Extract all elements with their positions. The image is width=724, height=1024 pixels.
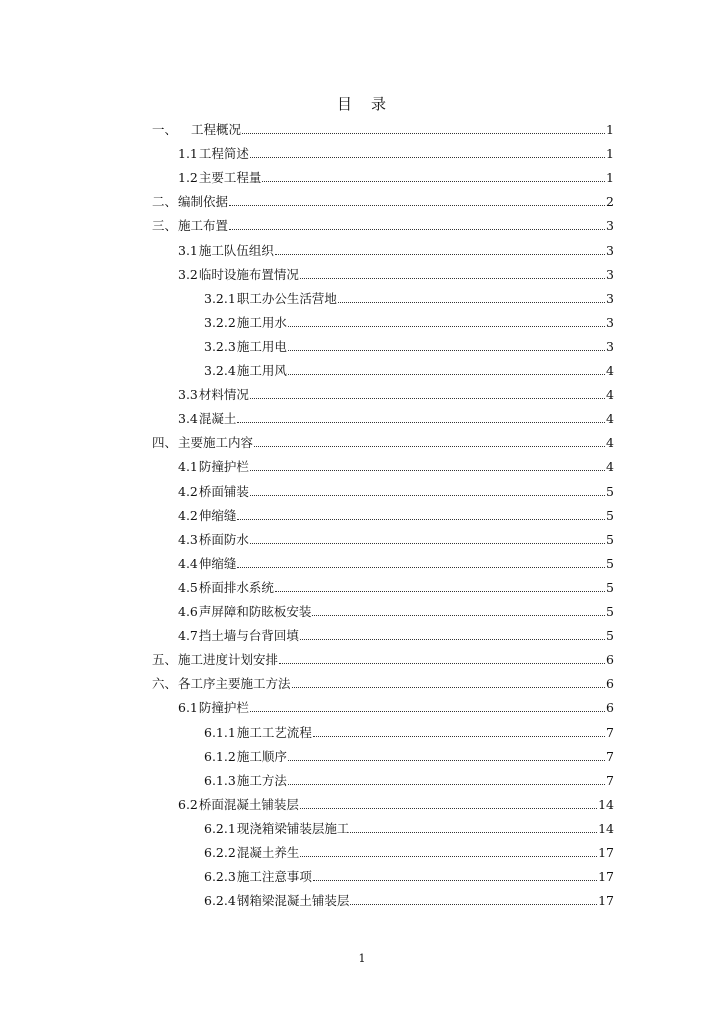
toc-entry-number: 6.1.1 <box>204 724 236 740</box>
toc-entry-label <box>178 701 249 715</box>
toc-entry-number: 6.2.1 <box>204 820 236 836</box>
toc-entry-page: 14 <box>598 820 614 836</box>
toc-entry-text: 职工办公生活营地 <box>236 290 337 306</box>
toc-leader-dots <box>275 254 605 255</box>
toc-leader-dots <box>288 326 605 327</box>
toc-leader-dots <box>250 398 605 399</box>
toc-entry[interactable] <box>178 141 614 161</box>
toc-entry[interactable] <box>204 358 614 378</box>
toc-leader-dots <box>313 736 605 737</box>
toc-leader-dots <box>237 519 605 520</box>
toc-entry-number: 6.2 <box>178 796 198 812</box>
toc-leader-dots <box>250 470 605 471</box>
toc-entry[interactable] <box>152 117 614 137</box>
toc-entry-number: 五、 <box>152 652 178 668</box>
toc-entry-page: 4 <box>606 363 614 378</box>
toc-entry-label <box>178 244 274 258</box>
toc-leader-dots <box>350 832 597 833</box>
toc-entry-text: 施工用水 <box>236 314 287 330</box>
toc-entry-number: 4.6 <box>178 604 198 619</box>
toc-entry-page: 6 <box>606 676 614 692</box>
toc-entry-page: 2 <box>606 194 614 210</box>
toc-entry-label <box>152 195 228 209</box>
toc-entry-number: 4.5 <box>178 579 198 595</box>
toc-leader-dots <box>250 157 605 158</box>
toc-entry-label <box>152 123 241 137</box>
toc-leader-dots <box>254 446 605 447</box>
toc-entry-page: 1 <box>606 170 614 186</box>
toc-entry[interactable] <box>204 286 614 306</box>
toc-entry-page: 14 <box>598 796 614 812</box>
title-right: 录 <box>371 95 388 113</box>
toc-leader-dots <box>250 711 605 712</box>
toc-entry-text: 声屏障和防眩板安装 <box>198 604 312 619</box>
toc-leader-dots <box>312 615 605 616</box>
toc-leader-dots <box>237 567 605 568</box>
toc-entry[interactable] <box>178 262 614 282</box>
toc-entry-text: 施工布置 <box>178 218 229 234</box>
toc-entry-text: 防撞护栏 <box>198 700 249 716</box>
toc-entry-number: 3.2.2 <box>204 314 236 330</box>
toc-entry[interactable] <box>152 189 614 209</box>
toc-leader-dots <box>313 880 597 881</box>
toc-entry-number: 3.2.4 <box>204 363 236 378</box>
toc-entry[interactable] <box>204 816 614 836</box>
toc-entry-number: 3.2 <box>178 266 198 282</box>
toc-entry-page: 7 <box>606 748 614 764</box>
toc-entry[interactable] <box>204 864 614 884</box>
toc-entry-number: 6.2.3 <box>204 869 236 885</box>
toc-entry-text: 现浇箱梁铺装层施工 <box>236 820 350 836</box>
toc-entry[interactable] <box>204 310 614 330</box>
toc-entry-page: 17 <box>598 893 614 909</box>
toc-entry-page: 7 <box>606 772 614 788</box>
toc-entry-label <box>178 147 249 161</box>
toc-entry-page: 5 <box>606 555 614 571</box>
toc-entry[interactable] <box>178 599 614 619</box>
toc-entry[interactable] <box>178 527 614 547</box>
toc-entry-text: 桥面铺装 <box>198 483 249 499</box>
toc-entry-page: 6 <box>606 652 614 668</box>
toc-entry-label <box>204 822 349 836</box>
toc-leader-dots <box>288 760 605 761</box>
toc-entry[interactable] <box>204 720 614 740</box>
toc-entry-page: 7 <box>606 724 614 740</box>
toc-entry-label <box>178 557 236 571</box>
toc-entry-number: 3.3 <box>178 387 198 403</box>
toc-entry-number: 4.1 <box>178 459 198 475</box>
toc-entry-label <box>152 436 253 450</box>
toc-entry-number: 四、 <box>152 435 178 451</box>
toc-entry-page: 5 <box>606 483 614 499</box>
toc-entry-label <box>204 774 287 788</box>
toc-entry-label <box>204 894 349 908</box>
toc-entry[interactable] <box>178 238 614 258</box>
toc-entry-label <box>178 268 299 282</box>
toc-leader-dots <box>250 495 605 496</box>
toc-entry-number: 3.2.1 <box>204 290 236 306</box>
toc-leader-dots <box>229 229 605 230</box>
toc-entry[interactable] <box>178 623 614 643</box>
page-number: 1 <box>358 952 366 965</box>
toc-entry-page: 6 <box>606 700 614 716</box>
toc-entry-number: 4.3 <box>178 531 198 547</box>
toc-entry[interactable] <box>178 382 614 402</box>
toc-entry-page: 17 <box>598 845 614 860</box>
toc-entry-text: 施工用风 <box>236 363 287 378</box>
toc-entry-text: 施工注意事项 <box>236 869 312 885</box>
toc-entry[interactable] <box>178 479 614 499</box>
toc-entry-text: 主要工程量 <box>198 170 262 186</box>
toc-entry-label <box>178 171 261 185</box>
toc-entry-text: 主要施工内容 <box>178 435 254 451</box>
toc-entry-number: 4.4 <box>178 555 198 571</box>
toc-entry-text: 防撞护栏 <box>198 459 249 475</box>
toc-entry-number: 4.2 <box>178 483 198 499</box>
toc-leader-dots <box>229 205 605 206</box>
toc-entry-text: 施工工艺流程 <box>236 724 312 740</box>
toc-entry-page: 4 <box>606 387 614 403</box>
toc-entry-page: 5 <box>606 604 614 619</box>
toc-entry[interactable] <box>178 695 614 715</box>
toc-leader-dots <box>300 808 597 809</box>
toc-entry-label <box>178 798 299 812</box>
toc-entry[interactable] <box>204 768 614 788</box>
toc-entry-number: 三、 <box>152 218 178 234</box>
toc-entry-text: 工程概况 <box>191 122 242 137</box>
toc-entry-label <box>178 485 249 499</box>
toc-leader-dots <box>292 687 606 688</box>
toc-entry-page: 5 <box>606 628 614 644</box>
toc-entry-label <box>204 750 287 764</box>
toc-entry-label <box>152 677 291 691</box>
toc-entry[interactable] <box>178 454 614 474</box>
toc-leader-dots <box>250 543 605 544</box>
toc-leader-dots <box>288 784 605 785</box>
toc-entry-label <box>178 581 274 595</box>
toc-entry-number: 一、 <box>152 122 178 137</box>
toc-entry-text: 施工队伍组织 <box>198 242 274 258</box>
toc-entry-number: 3.1 <box>178 242 198 258</box>
toc-entry-label <box>204 316 287 330</box>
toc-entry-page: 3 <box>606 338 614 354</box>
toc-leader-dots <box>338 302 605 303</box>
toc-entry-text: 混凝土养生 <box>236 845 300 860</box>
toc-entry-number: 4.2 <box>178 507 198 523</box>
toc-leader-dots <box>288 350 605 351</box>
toc-leader-dots <box>300 639 605 640</box>
toc-entry-label <box>178 533 249 547</box>
toc-entry-number: 3.4 <box>178 411 198 427</box>
toc-entry-label <box>204 846 299 860</box>
toc-leader-dots <box>237 422 605 423</box>
toc-entry[interactable] <box>152 213 614 233</box>
toc-entry-label <box>152 219 228 233</box>
toc-entry-text: 桥面排水系统 <box>198 579 274 595</box>
toc-entry[interactable] <box>152 430 614 450</box>
toc-entry-label <box>178 509 236 523</box>
toc-leader-dots <box>275 591 605 592</box>
toc-entry-page: 3 <box>606 314 614 330</box>
toc-entry-page: 5 <box>606 531 614 547</box>
toc-entry-label <box>204 870 312 884</box>
toc-entry[interactable] <box>178 551 614 571</box>
toc-entry-text: 临时设施布置情况 <box>198 266 299 282</box>
toc-entry[interactable] <box>178 792 614 812</box>
title-left: 目 <box>336 95 353 113</box>
toc-entry-text: 混凝土 <box>198 411 237 427</box>
toc-entry-page: 4 <box>606 459 614 475</box>
toc-entry-label <box>178 412 236 426</box>
toc-entry-number: 6.2.2 <box>204 845 236 860</box>
page-title <box>0 93 724 114</box>
toc-entry-text: 施工顺序 <box>236 748 287 764</box>
toc-leader-dots <box>262 181 605 182</box>
toc-entry[interactable] <box>178 406 614 426</box>
toc-leader-dots <box>288 374 605 375</box>
toc-entry-number: 6.2.4 <box>204 893 236 909</box>
toc-entry-number: 6.1.3 <box>204 772 236 788</box>
toc-entry-page: 3 <box>606 242 614 258</box>
toc-entry-label <box>204 726 312 740</box>
toc-entry-page: 3 <box>606 290 614 306</box>
toc-entry-number: 1.2 <box>178 170 198 186</box>
toc-entry-text: 伸缩缝 <box>198 507 237 523</box>
toc-entry-text: 钢箱梁混凝土铺装层 <box>236 893 350 909</box>
toc-entry-text: 桥面防水 <box>198 531 249 547</box>
toc-leader-dots <box>300 856 597 857</box>
toc-entry-text: 各工序主要施工方法 <box>178 676 291 692</box>
toc-entry-label <box>178 605 311 619</box>
toc-entry-page: 4 <box>606 411 614 427</box>
toc-entry-number: 六、 <box>152 676 178 692</box>
toc-entry-label <box>204 340 287 354</box>
toc-entry-page: 1 <box>606 146 614 162</box>
toc-entry-number: 4.7 <box>178 628 198 644</box>
toc-entry-text: 施工方法 <box>236 772 287 788</box>
toc-leader-dots <box>350 904 597 905</box>
toc-entry[interactable] <box>204 744 614 764</box>
toc-entry[interactable] <box>178 503 614 523</box>
toc-entry-text: 施工进度计划安排 <box>178 652 279 668</box>
toc-entry-text: 伸缩缝 <box>198 555 237 571</box>
toc-entry-number: 6.1 <box>178 700 198 716</box>
toc-entry-page: 3 <box>606 218 614 234</box>
toc-entry-label <box>204 364 287 378</box>
toc-entry[interactable] <box>178 575 614 595</box>
toc-entry[interactable] <box>178 165 614 185</box>
toc-entry-label <box>178 388 249 402</box>
toc-entry-text: 桥面混凝土铺装层 <box>198 796 299 812</box>
toc-entry-label <box>204 292 337 306</box>
toc-entry-number: 3.2.3 <box>204 338 236 354</box>
toc-entry-page: 17 <box>598 869 614 885</box>
toc-entry-text: 施工用电 <box>236 338 287 354</box>
toc-entry-page: 5 <box>606 507 614 523</box>
toc-entry[interactable] <box>204 888 614 908</box>
toc-entry-label <box>178 629 299 643</box>
toc-entry-number: 1.1 <box>178 146 198 162</box>
toc-entry-page: 5 <box>606 579 614 595</box>
toc-entry-label <box>178 460 249 474</box>
toc-entry-number: 二、 <box>152 194 178 210</box>
toc-entry-text: 工程简述 <box>198 146 249 162</box>
toc-leader-dots <box>279 663 605 664</box>
toc-entry[interactable] <box>152 647 614 667</box>
toc-entry[interactable] <box>152 671 614 691</box>
toc-entry-number: 6.1.2 <box>204 748 236 764</box>
toc-entry-text: 编制依据 <box>178 194 229 210</box>
toc-entry-text: 挡土墙与台背回填 <box>198 628 299 644</box>
toc-entry-page: 1 <box>606 122 614 137</box>
toc-leader-dots <box>242 133 605 134</box>
toc-leader-dots <box>300 278 605 279</box>
toc-entry-label <box>152 653 278 667</box>
toc-entry-text: 材料情况 <box>198 387 249 403</box>
toc-entry-page: 4 <box>606 435 614 451</box>
toc-entry-page: 3 <box>606 266 614 282</box>
toc-entry[interactable] <box>204 334 614 354</box>
toc-entry[interactable] <box>204 840 614 860</box>
